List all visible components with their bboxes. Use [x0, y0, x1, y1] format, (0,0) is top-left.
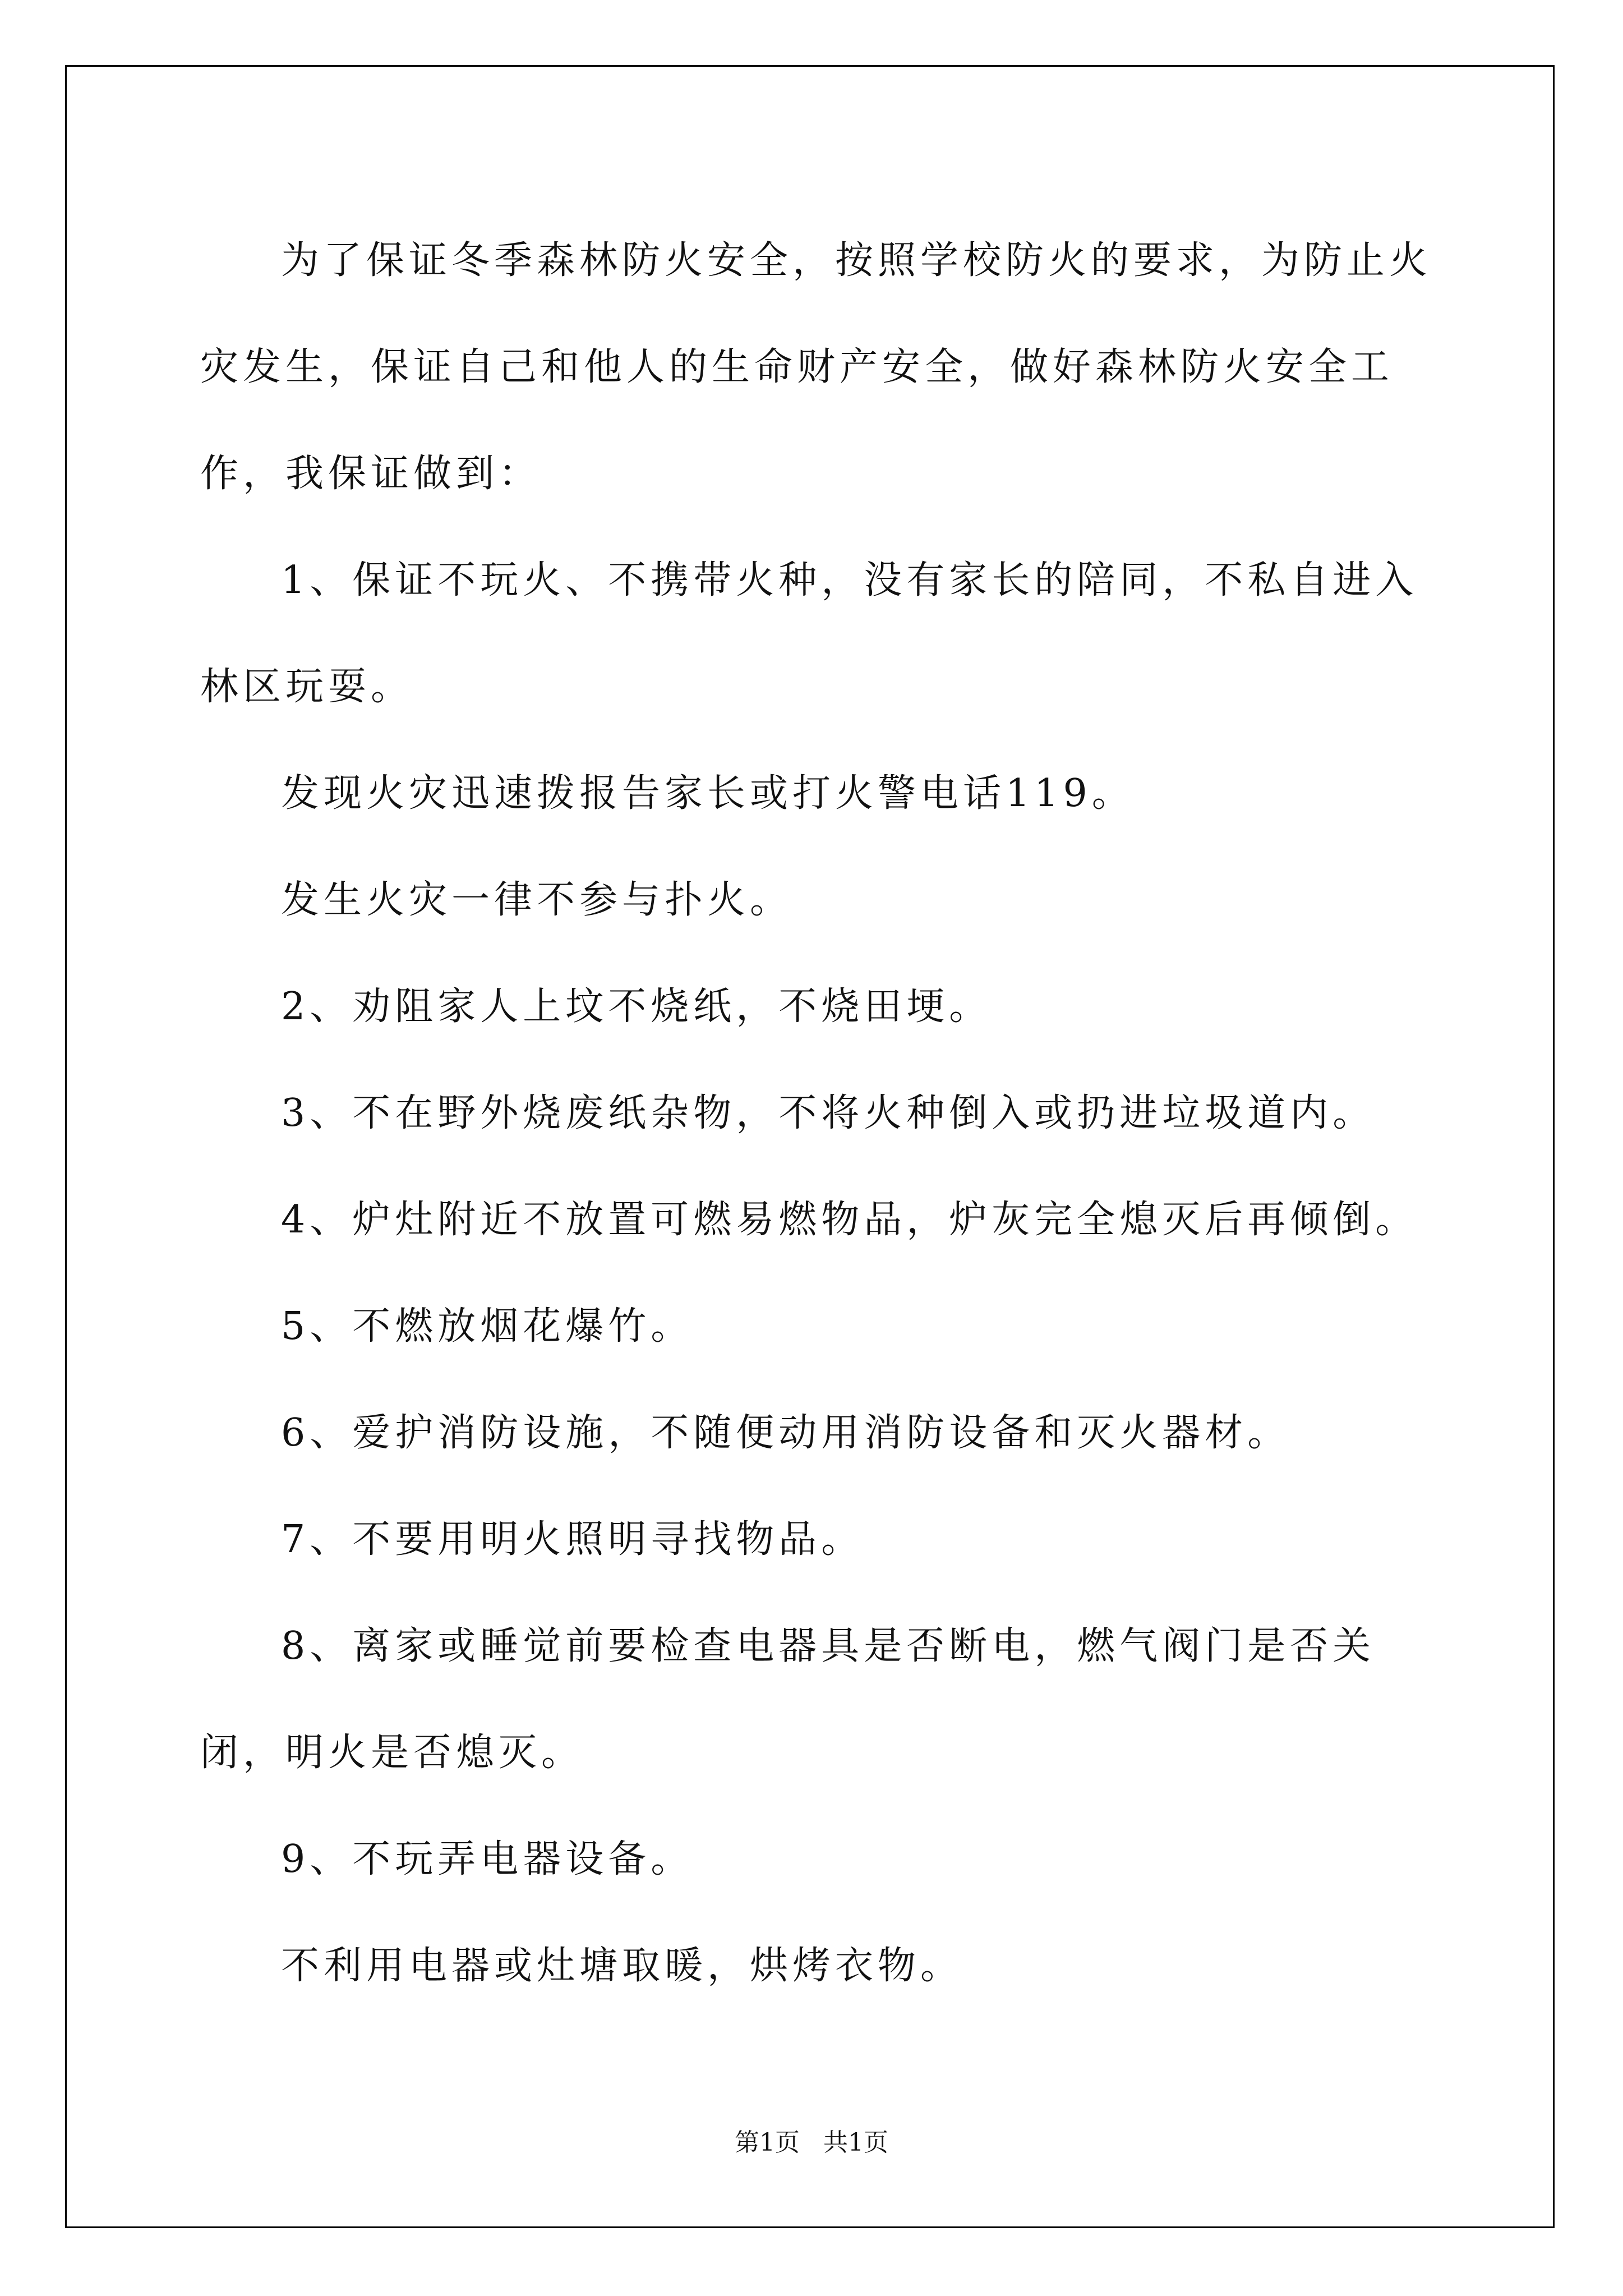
paragraph-item-6: 6、爱护消防设施，不随便动用消防设备和灭火器材。: [281, 1411, 1290, 1455]
paragraph-item-5: 5、不燃放烟花爆竹。: [281, 1304, 694, 1349]
page-total: 共1页: [823, 2128, 888, 2157]
page-number: 第1页: [735, 2128, 800, 2157]
paragraph-item-2: 2、劝阻家人上坟不烧纸，不烧田埂。: [281, 984, 992, 1029]
paragraph-item-7: 7、不要用明火照明寻找物品。: [281, 1517, 864, 1562]
paragraph-intro: 为了保证冬季森林防火安全，按照学校防火的要求，为防止火灾发生，保证自己和他人的生命财产安全，做好森林防火安全工作，我保证做到：: [200, 238, 1432, 496]
paragraph-item-9: 9、不玩弄电器设备。: [281, 1837, 694, 1881]
paragraph-no-firefighting: 发生火灾一律不参与扑火。: [281, 878, 793, 922]
paragraph-item-4: 4、炉灶附近不放置可燃易燃物品，炉灰完全熄灭后再倾倒。: [281, 1198, 1418, 1242]
paragraph-item-1: 1、保证不玩火、不携带火种，没有家长的陪同，不私自进入林区玩耍。: [200, 558, 1418, 709]
paragraph-report-fire: 发现火灾迅速拨报告家长或打火警电话119。: [281, 771, 1135, 816]
paragraph-item-3: 3、不在野外烧废纸杂物，不将火种倒入或扔进垃圾道内。: [281, 1091, 1376, 1135]
page-footer: [0, 2126, 1623, 2160]
paragraph-item-8: 8、离家或睡觉前要检查电器具是否断电，燃气阀门是否关闭，明火是否熄灭。: [200, 1624, 1376, 1775]
document-body: [200, 208, 1434, 2019]
paragraph-no-heating: 不利用电器或灶塘取暖，烘烤衣物。: [281, 1944, 963, 1988]
